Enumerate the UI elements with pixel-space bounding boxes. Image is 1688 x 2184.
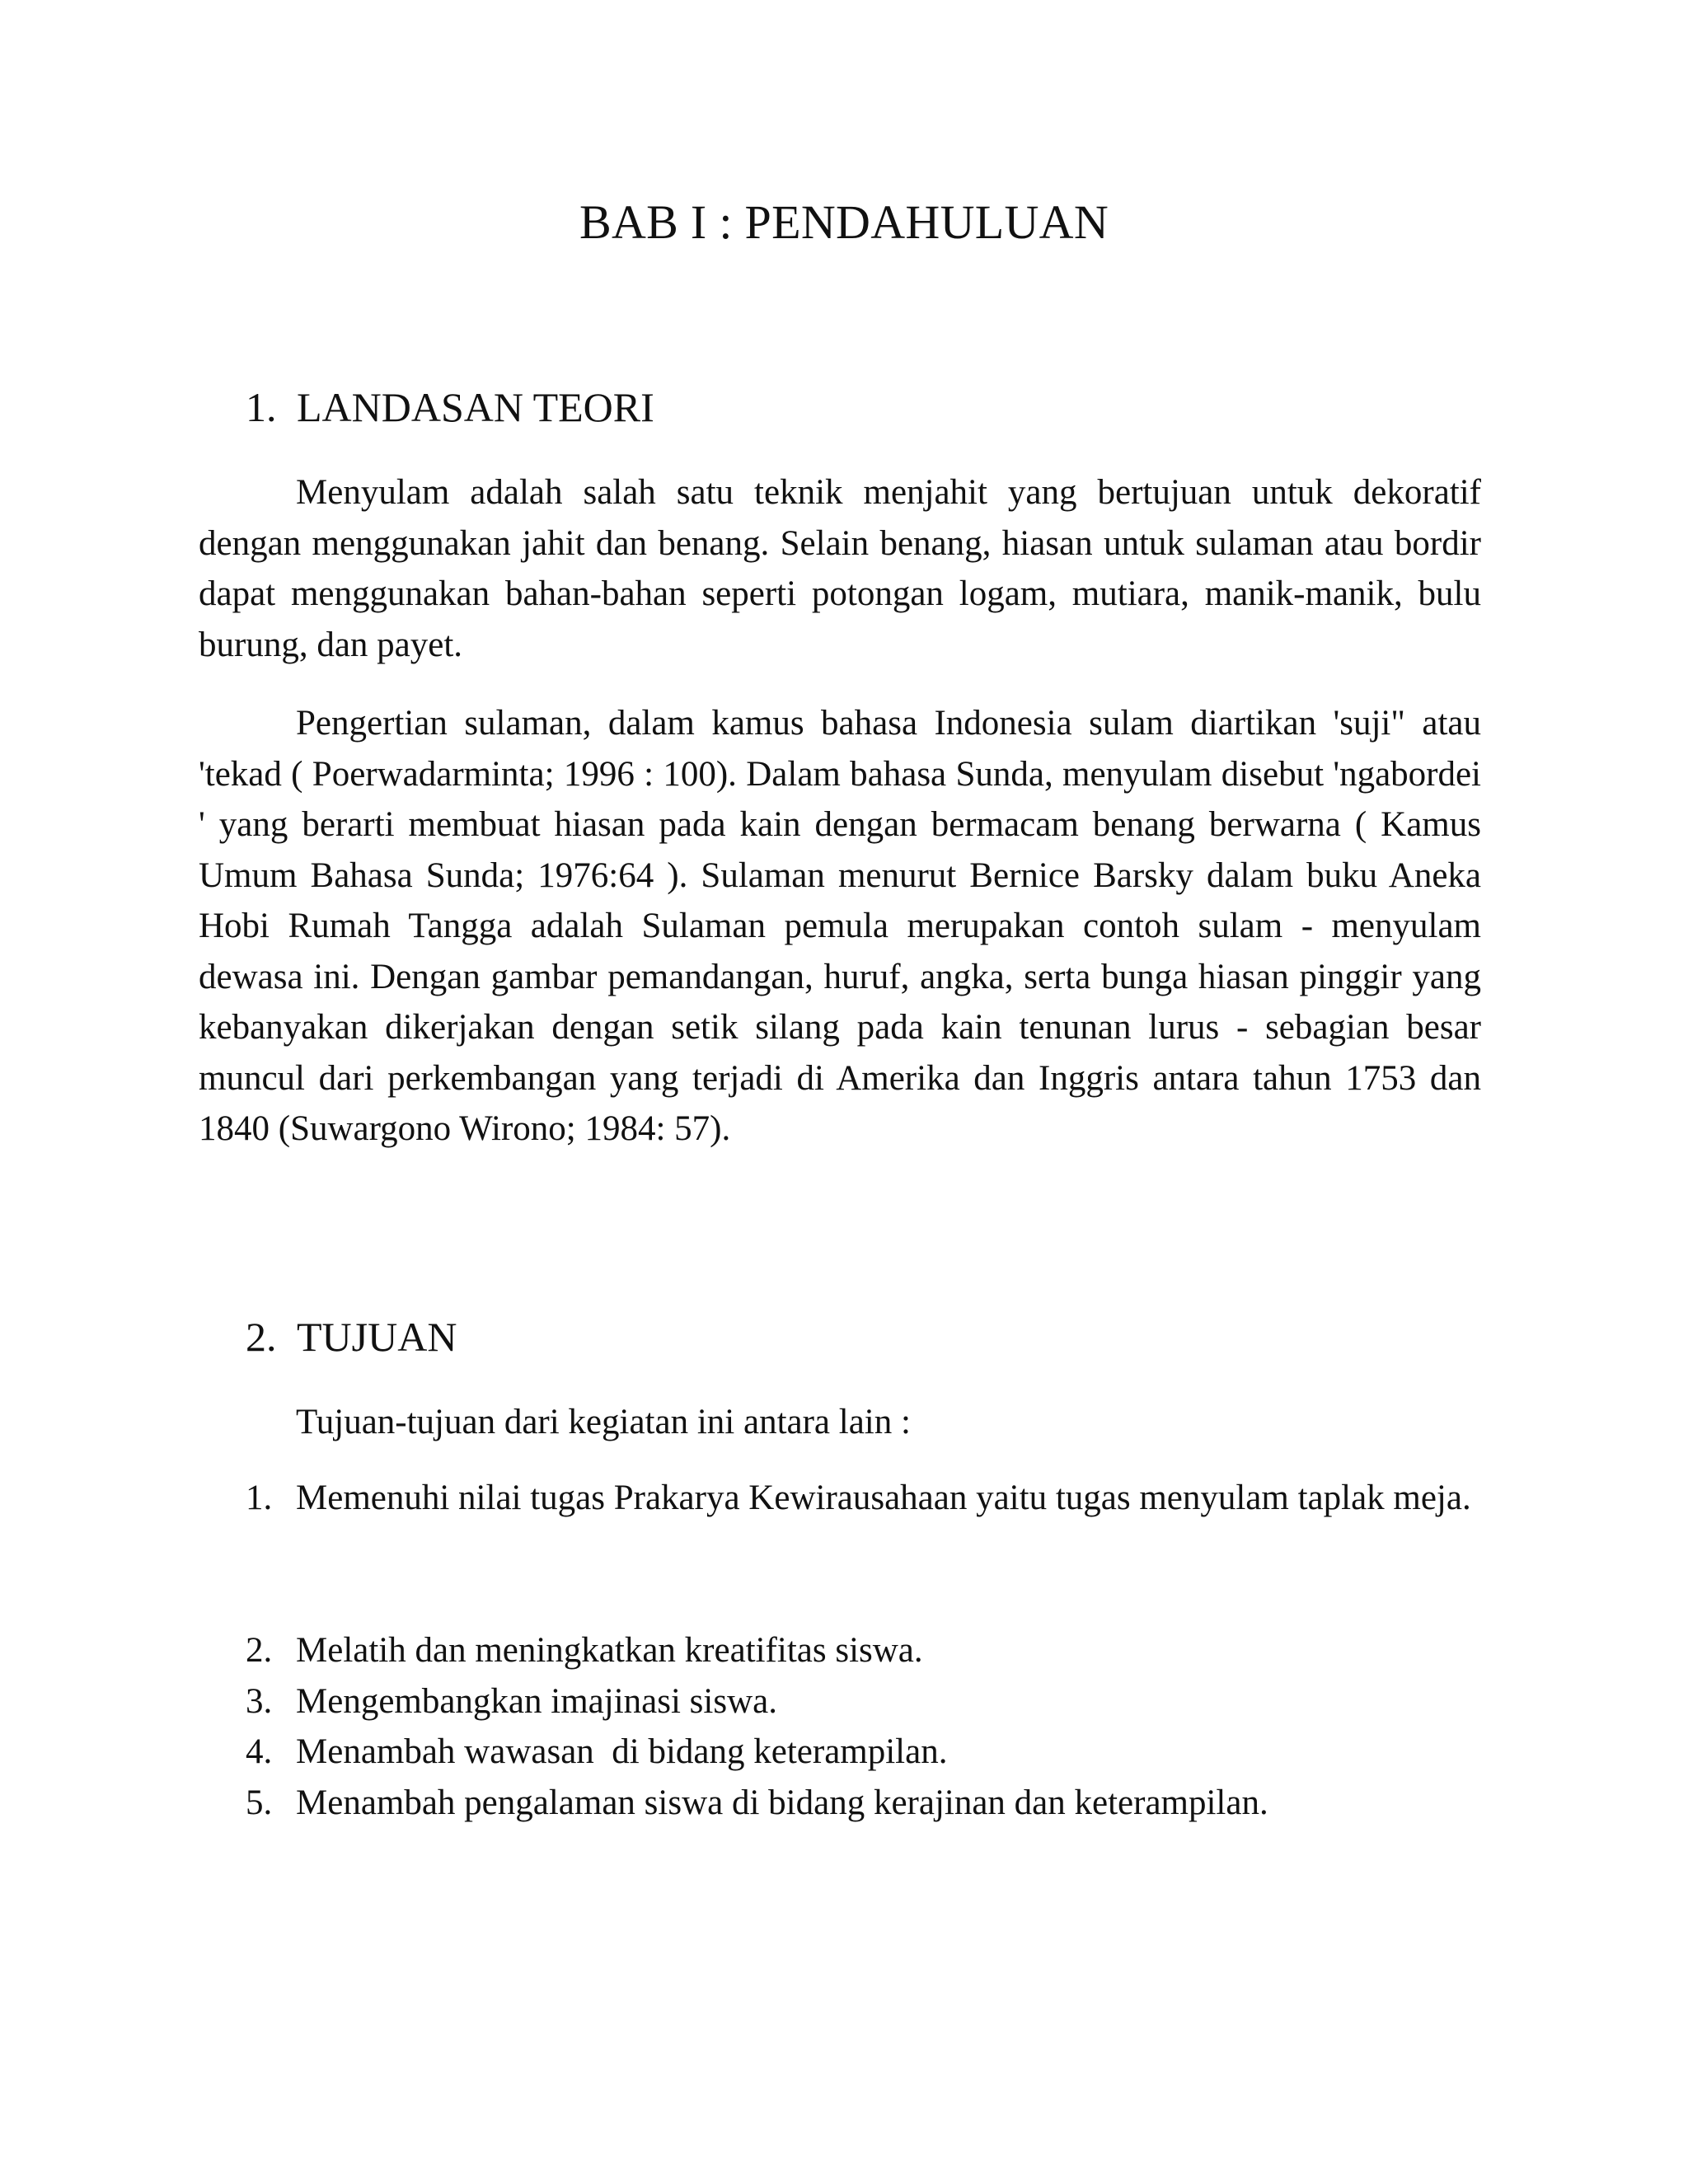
list-item-text: Mengembangkan imajinasi siswa. bbox=[296, 1681, 777, 1721]
paragraph: Pengertian sulaman, dalam kamus bahasa Indonesia sulam diartikan 'suji" atau 'tekad ( Poerwadarminta; 1996 : 100). Dalam bahasa Sunda, menyulam disebut 'ngabordei ' yang berarti membuat hiasan pada kain dengan bermacam benang berwarna ( Kamus Umum Bahasa Sunda; 1976:64 ). Sulaman menurut Bernice Barsky dalam buku Aneka Hobi Rumah Tangga adalah Sulaman pemula merupakan contoh sulam - menyulam dewasa ini. Dengan gambar pemandangan, huruf, angka, serta bunga hiasan pinggir yang kebanyakan dikerjakan dengan setik silang pada kain tenunan lurus - sebagian besar muncul dari perkembangan yang terjadi di Amerika dan Inggris antara tahun 1753 dan 1840 (Suwargono Wirono; 1984: 57). bbox=[199, 704, 1481, 1148]
section-number: 2. bbox=[246, 1314, 277, 1360]
chapter-title: BAB I : PENDAHULUAN bbox=[579, 195, 1109, 249]
list-item bbox=[246, 1676, 1482, 1727]
list-item-text: Memenuhi nilai tugas Prakarya Kewirausahaan yaitu tugas menyulam taplak meja. bbox=[296, 1479, 1471, 1517]
list-item-text: Melatih dan meningkatkan kreatifitas siswa. bbox=[296, 1631, 923, 1670]
paragraph: Menyulam adalah salah satu teknik menjahit yang bertujuan untuk dekoratif dengan menggunakan jahit dan benang. Selain benang, hiasan untuk sulaman atau bordir dapat menggunakan bahan-bahan seperti potongan logam, mutiara, manik-manik, bulu burung, dan payet. bbox=[199, 473, 1481, 664]
goal-list bbox=[246, 1625, 1482, 1828]
goal-list bbox=[246, 1473, 1482, 1524]
section-heading-tujuan bbox=[246, 1310, 457, 1363]
list-item bbox=[246, 1727, 1482, 1778]
list-item bbox=[246, 1473, 1482, 1524]
list-item bbox=[246, 1778, 1482, 1829]
list-item-text: Menambah wawasan di bidang keterampilan. bbox=[296, 1732, 948, 1771]
section-title: TUJUAN bbox=[297, 1314, 457, 1360]
list-item-number: 1. bbox=[246, 1479, 273, 1517]
list-item bbox=[246, 1625, 1482, 1676]
section-number: 1. bbox=[246, 384, 277, 430]
list-item-number: 5. bbox=[246, 1783, 273, 1822]
list-item-text: Menambah pengalaman siswa di bidang kerajinan dan keterampilan. bbox=[296, 1783, 1268, 1822]
list-item-number: 2. bbox=[246, 1631, 273, 1670]
section-title: LANDASAN TEORI bbox=[297, 384, 654, 430]
list-intro: Tujuan-tujuan dari kegiatan ini antara lain : bbox=[296, 1403, 911, 1441]
list-item-number: 3. bbox=[246, 1681, 273, 1721]
section-heading-landasan-teori bbox=[246, 381, 654, 434]
list-item-number: 4. bbox=[246, 1732, 273, 1771]
